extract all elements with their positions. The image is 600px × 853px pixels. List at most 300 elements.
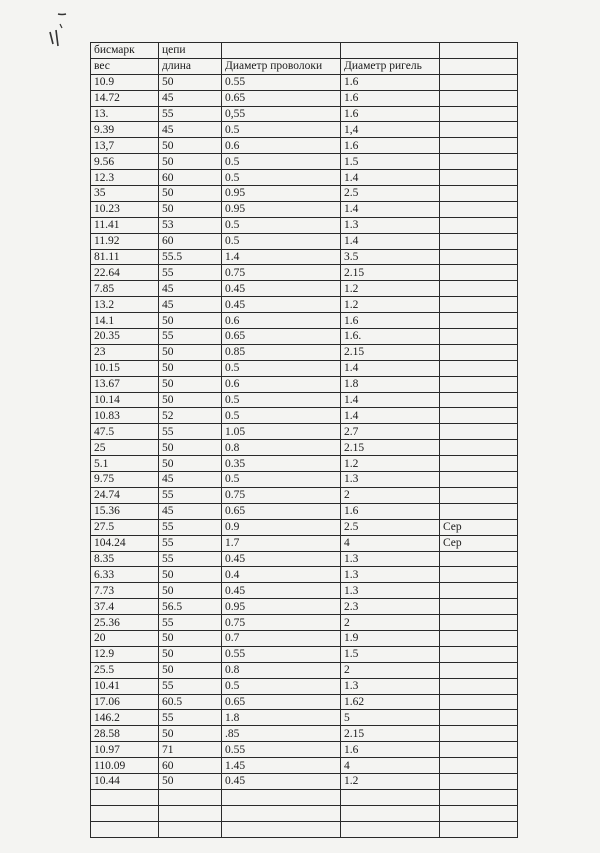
table-cell: 1.7	[222, 535, 341, 551]
table-cell: 1.3	[341, 567, 440, 583]
table-cell: 110.09	[91, 758, 159, 774]
table-cell: 0.5	[222, 392, 341, 408]
table-cell: 0.55	[222, 742, 341, 758]
table-cell	[440, 424, 518, 440]
table-cell: 81.11	[91, 249, 159, 265]
table-cell: 2	[341, 487, 440, 503]
table-cell	[440, 329, 518, 345]
table-cell: 1.8	[222, 710, 341, 726]
table-cell	[440, 472, 518, 488]
table-cell: 37.4	[91, 599, 159, 615]
table-cell	[440, 646, 518, 662]
table-cell: 10.97	[91, 742, 159, 758]
table-cell	[440, 74, 518, 90]
table-cell	[440, 503, 518, 519]
table-cell: 55	[159, 710, 222, 726]
header-cell: цепи	[159, 43, 222, 59]
table-cell	[440, 789, 518, 805]
table-cell	[440, 710, 518, 726]
table-cell	[440, 567, 518, 583]
table-cell: 0.75	[222, 265, 341, 281]
table-cell: 1.6	[341, 503, 440, 519]
table-row	[91, 154, 518, 170]
table-cell: 45	[159, 281, 222, 297]
table-cell	[440, 233, 518, 249]
table-cell: 25.5	[91, 662, 159, 678]
table-cell: 5	[341, 710, 440, 726]
table-cell: 13.67	[91, 376, 159, 392]
table-cell: 0.5	[222, 122, 341, 138]
table-cell: 55	[159, 535, 222, 551]
table-cell: 3.5	[341, 249, 440, 265]
table-cell: 2	[341, 662, 440, 678]
table-row	[91, 821, 518, 837]
table-cell: 1.2	[341, 773, 440, 789]
table-cell: 56.5	[159, 599, 222, 615]
table-row	[91, 646, 518, 662]
table-cell: 0.5	[222, 678, 341, 694]
table-cell	[440, 90, 518, 106]
table-cell: 10.14	[91, 392, 159, 408]
table-cell	[440, 265, 518, 281]
table-cell: 45	[159, 472, 222, 488]
table-cell	[440, 694, 518, 710]
table-cell: 9.56	[91, 154, 159, 170]
table-cell: 1.05	[222, 424, 341, 440]
header-cell: вес	[91, 58, 159, 74]
table-cell: 1.62	[341, 694, 440, 710]
table-cell: 35	[91, 186, 159, 202]
table-row	[91, 360, 518, 376]
table-cell: 60	[159, 758, 222, 774]
table-cell: 52	[159, 408, 222, 424]
table-cell: 0.45	[222, 281, 341, 297]
table-cell: 50	[159, 154, 222, 170]
table-cell: 50	[159, 646, 222, 662]
table-cell	[440, 249, 518, 265]
table-cell: 1.4	[341, 170, 440, 186]
table-cell	[440, 201, 518, 217]
table-cell: 50	[159, 440, 222, 456]
table-cell	[440, 440, 518, 456]
table-cell: 25.36	[91, 615, 159, 631]
table-row	[91, 662, 518, 678]
table-cell: 8.35	[91, 551, 159, 567]
table-cell: 55	[159, 329, 222, 345]
table-cell	[440, 360, 518, 376]
table-cell	[440, 821, 518, 837]
table-cell	[440, 487, 518, 503]
table-row	[91, 773, 518, 789]
table-cell: 0.4	[222, 567, 341, 583]
table-cell: 0.8	[222, 662, 341, 678]
table-cell: 12.9	[91, 646, 159, 662]
table-cell: 1.4	[341, 408, 440, 424]
table-cell: 0.75	[222, 615, 341, 631]
table-cell: 0.65	[222, 503, 341, 519]
table-cell: 55	[159, 678, 222, 694]
table-cell: 0.6	[222, 138, 341, 154]
table-cell	[159, 805, 222, 821]
table-cell: 1.4	[341, 201, 440, 217]
table-cell	[440, 170, 518, 186]
table-cell: 2.5	[341, 519, 440, 535]
table-row	[91, 472, 518, 488]
table-cell	[440, 392, 518, 408]
table-cell: 50	[159, 360, 222, 376]
table-cell: 55	[159, 106, 222, 122]
table-row	[91, 217, 518, 233]
table-cell: 1.6	[341, 74, 440, 90]
table-cell: 2.7	[341, 424, 440, 440]
table-row	[91, 535, 518, 551]
header-row	[91, 43, 518, 59]
table-cell: 0.65	[222, 329, 341, 345]
table-cell: 50	[159, 344, 222, 360]
table-cell	[440, 376, 518, 392]
table-cell: 50	[159, 662, 222, 678]
table-row	[91, 297, 518, 313]
table-cell: 4	[341, 758, 440, 774]
table-cell: 2.5	[341, 186, 440, 202]
table-row	[91, 201, 518, 217]
table-cell: 1.3	[341, 583, 440, 599]
table-cell: 25	[91, 440, 159, 456]
table-row	[91, 376, 518, 392]
table-row	[91, 74, 518, 90]
header-row	[91, 58, 518, 74]
table-cell: 6.33	[91, 567, 159, 583]
table-cell: 1.5	[341, 154, 440, 170]
table-cell: 1.3	[341, 551, 440, 567]
table-cell	[440, 726, 518, 742]
table-cell: 0.85	[222, 344, 341, 360]
table-row	[91, 805, 518, 821]
table-cell: 50	[159, 392, 222, 408]
table-cell: 28.58	[91, 726, 159, 742]
table-cell: 14.1	[91, 313, 159, 329]
table-cell: 50	[159, 726, 222, 742]
table-cell: 0.75	[222, 487, 341, 503]
table-cell: 5.1	[91, 456, 159, 472]
table-row	[91, 392, 518, 408]
table-cell: 45	[159, 297, 222, 313]
table-row	[91, 170, 518, 186]
table-cell: 0.5	[222, 360, 341, 376]
table-cell: 0.5	[222, 217, 341, 233]
table-cell	[440, 154, 518, 170]
table-cell: 60	[159, 170, 222, 186]
table-cell	[440, 408, 518, 424]
table-cell: 47.5	[91, 424, 159, 440]
handwritten-mark-icon	[44, 10, 84, 50]
table-cell: 17.06	[91, 694, 159, 710]
table-cell: 104.24	[91, 535, 159, 551]
table-cell: 2	[341, 615, 440, 631]
table-cell	[440, 297, 518, 313]
table-cell: 55	[159, 487, 222, 503]
table-cell: 15.36	[91, 503, 159, 519]
table-cell: 1.8	[341, 376, 440, 392]
table-cell: 1.5	[341, 646, 440, 662]
table-cell: 1.3	[341, 678, 440, 694]
table-cell: 1.6	[341, 742, 440, 758]
table-cell: 0.55	[222, 646, 341, 662]
table-row	[91, 789, 518, 805]
table-row	[91, 440, 518, 456]
table-row	[91, 503, 518, 519]
table-row	[91, 758, 518, 774]
table-cell: 55	[159, 424, 222, 440]
table-cell: 1.4	[341, 392, 440, 408]
table-cell: 20.35	[91, 329, 159, 345]
table-cell: 14.72	[91, 90, 159, 106]
table-cell: 0.95	[222, 201, 341, 217]
table-cell: 55	[159, 519, 222, 535]
table-cell	[91, 805, 159, 821]
table-cell	[159, 789, 222, 805]
table-cell	[440, 678, 518, 694]
table-cell	[440, 758, 518, 774]
table-row	[91, 519, 518, 535]
table-cell: 50	[159, 456, 222, 472]
table-cell: 1.6	[341, 313, 440, 329]
table-cell: 50	[159, 201, 222, 217]
table-cell: 50	[159, 583, 222, 599]
table-cell: 50	[159, 138, 222, 154]
table-cell: 10.44	[91, 773, 159, 789]
table-cell	[440, 615, 518, 631]
table-row	[91, 742, 518, 758]
table-cell	[440, 122, 518, 138]
table-cell: 10.9	[91, 74, 159, 90]
table-row	[91, 249, 518, 265]
table-cell	[440, 313, 518, 329]
table-cell	[91, 821, 159, 837]
table-cell	[341, 789, 440, 805]
table-cell: .85	[222, 726, 341, 742]
table-cell: 0.6	[222, 313, 341, 329]
table-cell: 50	[159, 630, 222, 646]
table-cell: 0.9	[222, 519, 341, 535]
table-cell: 24.74	[91, 487, 159, 503]
table-cell: 9.75	[91, 472, 159, 488]
table-cell: 1.4	[341, 233, 440, 249]
table-cell: 0.5	[222, 408, 341, 424]
table-cell: 4	[341, 535, 440, 551]
table-cell: 0.45	[222, 551, 341, 567]
table-cell: 22.64	[91, 265, 159, 281]
table-cell: 55	[159, 551, 222, 567]
table-cell: 0.5	[222, 170, 341, 186]
table-cell: 50	[159, 313, 222, 329]
table-cell: 11.92	[91, 233, 159, 249]
table-cell: 60.5	[159, 694, 222, 710]
table-cell: 55.5	[159, 249, 222, 265]
table-cell: 9.39	[91, 122, 159, 138]
table-cell: 1.2	[341, 297, 440, 313]
table-row	[91, 186, 518, 202]
header-cell	[440, 58, 518, 74]
table-cell: 0.6	[222, 376, 341, 392]
table-cell: 146.2	[91, 710, 159, 726]
table-cell: 0.65	[222, 694, 341, 710]
table-cell: 2.15	[341, 440, 440, 456]
table-cell: 1.4	[222, 249, 341, 265]
table-row	[91, 630, 518, 646]
header-cell: Диаметр ригель	[341, 58, 440, 74]
table-cell: Сер	[440, 519, 518, 535]
table-row	[91, 583, 518, 599]
table-cell	[440, 773, 518, 789]
table-cell	[440, 456, 518, 472]
table-cell	[341, 821, 440, 837]
table-row	[91, 487, 518, 503]
table-cell	[440, 344, 518, 360]
table-row	[91, 694, 518, 710]
table-cell: 45	[159, 90, 222, 106]
header-cell: бисмарк	[91, 43, 159, 59]
table-cell	[91, 789, 159, 805]
header-cell	[440, 43, 518, 59]
table-row	[91, 329, 518, 345]
table-row	[91, 265, 518, 281]
table-row	[91, 710, 518, 726]
table-cell: Сер	[440, 535, 518, 551]
table-cell: 0,55	[222, 106, 341, 122]
table-cell: 1.2	[341, 281, 440, 297]
header-cell: длина	[159, 58, 222, 74]
table-cell: 10.23	[91, 201, 159, 217]
table-cell: 2.15	[341, 344, 440, 360]
table-cell	[222, 789, 341, 805]
table-cell: 0.8	[222, 440, 341, 456]
header-cell	[341, 43, 440, 59]
table-row	[91, 599, 518, 615]
table-cell	[440, 662, 518, 678]
table-cell: 0.5	[222, 472, 341, 488]
table-cell: 27.5	[91, 519, 159, 535]
table-cell: 1.45	[222, 758, 341, 774]
header-cell: Диаметр проволоки	[222, 58, 341, 74]
table-cell: 50	[159, 567, 222, 583]
table-cell: 23	[91, 344, 159, 360]
table-cell: 55	[159, 265, 222, 281]
table-cell: 50	[159, 773, 222, 789]
table-cell: 0.7	[222, 630, 341, 646]
table-cell: 2.15	[341, 265, 440, 281]
table-cell	[222, 805, 341, 821]
table-cell	[440, 599, 518, 615]
header-cell	[222, 43, 341, 59]
table-cell	[440, 551, 518, 567]
table-cell: 0.95	[222, 186, 341, 202]
table-cell: 1.4	[341, 360, 440, 376]
table-row	[91, 106, 518, 122]
table-cell: 10.83	[91, 408, 159, 424]
table-cell: 60	[159, 233, 222, 249]
table-cell: 2.3	[341, 599, 440, 615]
table-cell: 1.9	[341, 630, 440, 646]
table-cell: 1.6.	[341, 329, 440, 345]
table-cell	[440, 186, 518, 202]
table-cell: 1,4	[341, 122, 440, 138]
table-cell: 50	[159, 186, 222, 202]
table-row	[91, 344, 518, 360]
table-cell: 1.6	[341, 90, 440, 106]
table-row	[91, 456, 518, 472]
table-cell: 53	[159, 217, 222, 233]
table-cell: 0.55	[222, 74, 341, 90]
table-row	[91, 313, 518, 329]
table-row	[91, 408, 518, 424]
table-cell	[440, 742, 518, 758]
table-row	[91, 726, 518, 742]
table-cell: 0.35	[222, 456, 341, 472]
table-cell: 7.85	[91, 281, 159, 297]
data-table	[90, 42, 518, 838]
table-cell: 0.5	[222, 233, 341, 249]
table-cell: 0.5	[222, 154, 341, 170]
table-cell: 45	[159, 503, 222, 519]
table-cell	[440, 281, 518, 297]
table-row	[91, 678, 518, 694]
table-cell: 12.3	[91, 170, 159, 186]
table-cell: 0.65	[222, 90, 341, 106]
table-cell: 2.15	[341, 726, 440, 742]
table-cell: 50	[159, 74, 222, 90]
table-row	[91, 567, 518, 583]
table-cell: 10.41	[91, 678, 159, 694]
table-cell	[341, 805, 440, 821]
table-cell: 7.73	[91, 583, 159, 599]
table-cell: 11.41	[91, 217, 159, 233]
table-cell: 13.	[91, 106, 159, 122]
table-row	[91, 281, 518, 297]
table-cell	[440, 805, 518, 821]
table-cell: 1.2	[341, 456, 440, 472]
table-cell: 1.6	[341, 138, 440, 154]
table-cell: 71	[159, 742, 222, 758]
table-row	[91, 551, 518, 567]
table-row	[91, 138, 518, 154]
table-cell: 50	[159, 376, 222, 392]
table-cell: 10.15	[91, 360, 159, 376]
table-row	[91, 233, 518, 249]
table-cell: 20	[91, 630, 159, 646]
table-cell	[159, 821, 222, 837]
table-cell	[440, 217, 518, 233]
table-cell: 13.2	[91, 297, 159, 313]
table-row	[91, 615, 518, 631]
table-cell: 13,7	[91, 138, 159, 154]
table-cell: 0.45	[222, 773, 341, 789]
table-cell: 0.45	[222, 583, 341, 599]
table-cell	[440, 583, 518, 599]
table-cell: 1.3	[341, 217, 440, 233]
table-cell: 45	[159, 122, 222, 138]
table-row	[91, 424, 518, 440]
table-cell: 1.6	[341, 106, 440, 122]
table-cell	[440, 138, 518, 154]
table-cell: 0.45	[222, 297, 341, 313]
table-cell	[222, 821, 341, 837]
table-cell	[440, 630, 518, 646]
table-cell: 1.3	[341, 472, 440, 488]
table-cell	[440, 106, 518, 122]
table-row	[91, 90, 518, 106]
table-cell: 0.95	[222, 599, 341, 615]
